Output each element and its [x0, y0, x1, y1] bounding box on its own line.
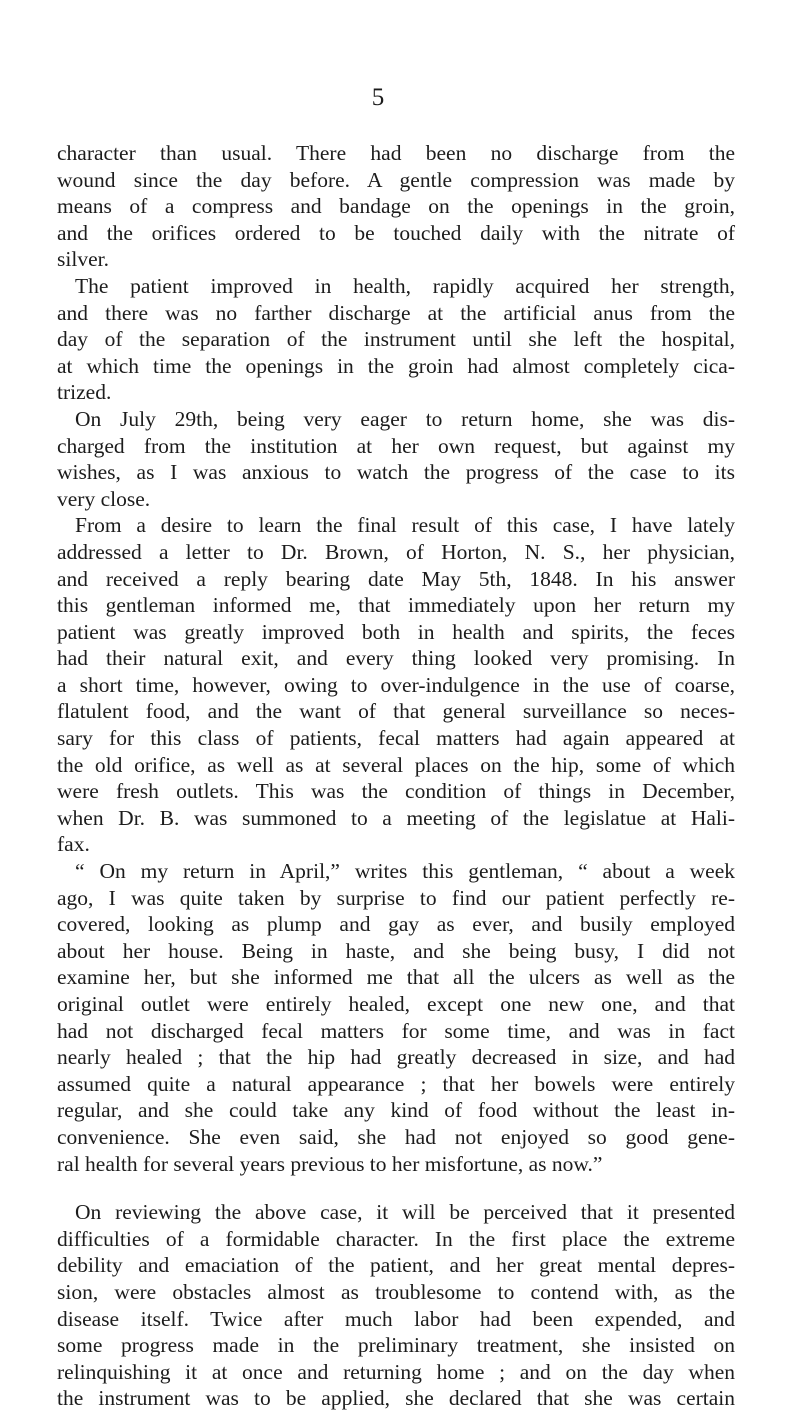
- paragraph-gap: [57, 1177, 735, 1199]
- text-line: at which time the openings in the groin had almost completely cica-: [57, 353, 735, 378]
- text-line: about her house. Being in haste, and she being busy, I did not: [57, 938, 735, 963]
- text-line: the old orifice, as well as at several places on the hip, some of which: [57, 752, 735, 777]
- text-line: wound since the day before. A gentle compression was made by: [57, 167, 735, 192]
- text-line: difficulties of a formidable character. In the first place the extreme: [57, 1226, 735, 1251]
- paragraph: [57, 140, 735, 273]
- text-line: a short time, however, owing to over-indulgence in the use of coarse,: [57, 672, 735, 697]
- text-line: were fresh outlets. This was the condition of things in December,: [57, 779, 735, 804]
- text-line: patient was greatly improved both in health and spirits, the feces: [57, 619, 735, 644]
- text-line: the instrument was to be applied, she declared that she was certain: [57, 1386, 735, 1411]
- paragraph: [57, 512, 735, 858]
- text-line: and there was no farther discharge at the artificial anus from the: [57, 300, 735, 325]
- text-line: flatulent food, and the want of that general surveillance so neces-: [57, 699, 735, 724]
- text-line: covered, looking as plump and gay as ever, and busily employed: [57, 912, 735, 937]
- text-line: assumed quite a natural appearance ; that her bowels were entirely: [57, 1071, 735, 1096]
- text-line: very close.: [57, 486, 151, 511]
- text-line: when Dr. B. was summoned to a meeting of the legislatue at Hali-: [57, 805, 735, 830]
- text-line: ral health for several years previous to her misfortune, as now.”: [57, 1151, 603, 1176]
- text-line: disease itself. Twice after much labor had been expended, and: [57, 1306, 735, 1331]
- text-line: silver.: [57, 247, 109, 272]
- text-line: convenience. She even said, she had not enjoyed so good gene-: [57, 1124, 735, 1149]
- text-line: some progress made in the preliminary treatment, she insisted on: [57, 1333, 735, 1358]
- text-line: means of a compress and bandage on the openings in the groin,: [57, 194, 735, 219]
- paragraph: [57, 273, 735, 406]
- page-number: 5: [371, 84, 385, 111]
- text-line: character than usual. There had been no discharge from the: [57, 141, 735, 165]
- body-text: [57, 140, 735, 1412]
- paragraph: [57, 406, 735, 512]
- text-line: nearly healed ; that the hip had greatly decreased in size, and had: [57, 1045, 735, 1070]
- text-line: ago, I was quite taken by surprise to find our patient perfectly re-: [57, 885, 735, 910]
- paragraph: [57, 858, 735, 1177]
- text-line: fax.: [57, 832, 90, 857]
- paragraph: [57, 1199, 735, 1412]
- text-line: day of the separation of the instrument until she left the hospital,: [57, 327, 735, 352]
- text-line: original outlet were entirely healed, except one new one, and that: [57, 992, 735, 1016]
- text-line: On reviewing the above case, it will be perceived that it presented: [75, 1200, 735, 1225]
- text-line: and the orifices ordered to be touched daily with the nitrate of: [57, 220, 735, 245]
- text-line: sary for this class of patients, fecal matters had again appeared at: [57, 726, 735, 751]
- text-line: examine her, but she informed me that all the ulcers as well as the: [57, 965, 735, 990]
- text-line: wishes, as I was anxious to watch the progress of the case to its: [57, 460, 735, 485]
- text-line: trized.: [57, 380, 112, 405]
- text-line: From a desire to learn the final result of this case, I have lately: [75, 513, 735, 538]
- text-line: had not discharged fecal matters for some time, and was in fact: [57, 1018, 735, 1043]
- text-line: had their natural exit, and every thing looked very promising. In: [57, 646, 735, 671]
- text-line: The patient improved in health, rapidly acquired her strength,: [75, 273, 735, 298]
- text-line: this gentleman informed me, that immediately upon her return my: [57, 593, 735, 618]
- text-line: addressed a letter to Dr. Brown, of Horton, N. S., her physician,: [57, 539, 735, 564]
- text-line: On July 29th, being very eager to return home, she was dis-: [75, 406, 735, 431]
- text-line: and received a reply bearing date May 5th, 1848. In his answer: [57, 566, 735, 591]
- text-line: relinquishing it at once and returning home ; and on the day when: [57, 1359, 735, 1384]
- text-line: regular, and she could take any kind of food without the least in-: [57, 1098, 735, 1123]
- text-line: debility and emaciation of the patient, and her great mental depres-: [57, 1253, 735, 1278]
- text-line: charged from the institution at her own request, but against my: [57, 433, 735, 458]
- text-line: “ On my return in April,” writes this gentleman, “ about a week: [75, 859, 735, 884]
- text-line: sion, were obstacles almost as troublesome to contend with, as the: [57, 1279, 735, 1304]
